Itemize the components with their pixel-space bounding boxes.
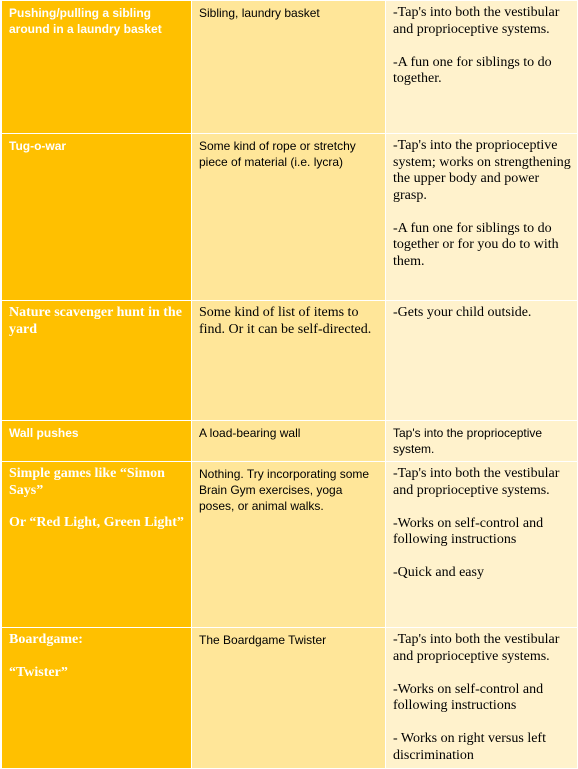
materials-text: The Boardgame Twister xyxy=(199,633,327,647)
activity-text: Wall pushes xyxy=(9,426,79,440)
benefit-text: -Works on self-control and following instructions xyxy=(393,681,544,713)
materials-text: Some kind of list of items to find. Or it can be self-directed. xyxy=(199,305,372,337)
benefit-text: -A fun one for siblings to do together. xyxy=(393,54,552,86)
benefit-text: -Tap's into both the vestibular and proprioceptive systems. xyxy=(393,632,560,664)
table-row xyxy=(2,301,578,421)
materials-cell xyxy=(192,134,386,301)
benefits-cell xyxy=(386,1,578,134)
activity-text: Simple games like “Simon Says” xyxy=(9,466,165,498)
benefit-text: -Works on self-control and following instructions xyxy=(393,515,544,547)
benefits-cell xyxy=(386,462,578,628)
activity-text: Pushing/pulling a sibling around in a laundry basket xyxy=(9,6,162,36)
table-row xyxy=(2,628,578,769)
benefits-cell xyxy=(386,421,578,462)
materials-cell xyxy=(192,628,386,769)
benefits-cell xyxy=(386,301,578,421)
activity-text: Boardgame: xyxy=(9,632,83,647)
activity-cell xyxy=(2,628,192,769)
activity-text: Or “Red Light, Green Light” xyxy=(9,515,184,530)
activity-cell xyxy=(2,462,192,628)
benefit-text: Tap's into the proprioceptive system. xyxy=(393,426,543,456)
benefit-text: -Tap's into both the vestibular and proprioceptive systems. xyxy=(393,5,560,37)
benefit-text: - Works on right versus left discrimination xyxy=(393,731,546,763)
materials-text: A load-bearing wall xyxy=(199,426,301,440)
benefit-text: -Quick and easy xyxy=(393,565,484,580)
benefit-text: -Tap's into both the vestibular and proprioceptive systems. xyxy=(393,466,560,498)
materials-text: Some kind of rope or stretchy piece of material (i.e. lycra) xyxy=(199,139,356,169)
activity-text: Tug-o-war xyxy=(9,139,67,153)
materials-text: Sibling, laundry basket xyxy=(199,6,320,20)
table-row xyxy=(2,1,578,134)
activity-cell xyxy=(2,134,192,301)
benefit-text: -Tap's into the proprioceptive system; works on strengthening the upper body and power grasp. xyxy=(393,138,571,203)
materials-cell xyxy=(192,1,386,134)
table-row xyxy=(2,421,578,462)
materials-cell xyxy=(192,462,386,628)
activity-text: Nature scavenger hunt in the yard xyxy=(9,305,182,337)
table-row xyxy=(2,462,578,628)
benefits-cell xyxy=(386,134,578,301)
activities-table xyxy=(1,0,578,769)
benefit-text: -Gets your child outside. xyxy=(393,305,532,320)
activity-text: “Twister” xyxy=(9,664,68,680)
activity-cell xyxy=(2,301,192,421)
benefit-text: -A fun one for siblings to do together or for you do to with them. xyxy=(393,220,559,269)
activity-cell xyxy=(2,1,192,134)
activity-cell xyxy=(2,421,192,462)
materials-text: Nothing. Try incorporating some Brain Gym exercises, yoga poses, or animal walks. xyxy=(199,467,370,513)
materials-cell xyxy=(192,301,386,421)
table-row xyxy=(2,134,578,301)
benefits-cell xyxy=(386,628,578,769)
materials-cell xyxy=(192,421,386,462)
